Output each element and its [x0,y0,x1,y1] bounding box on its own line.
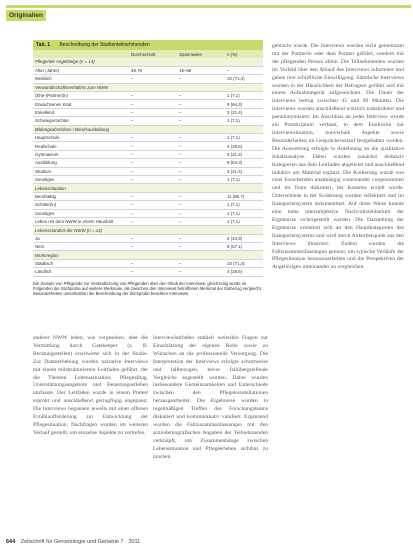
table-cell: – [177,268,225,276]
table-cell: – [177,259,225,267]
table-cell [225,184,263,192]
table-cell: Pflegende Angehörige (n = 14) [33,58,129,66]
table-cell: – [129,268,177,276]
table-row [33,75,263,83]
table-cell: – [129,108,177,116]
table-cell: – [177,167,225,175]
table-row [33,217,263,225]
table-cell: – [129,217,177,225]
table-subheader-row [33,125,263,133]
table-row [33,234,263,242]
table-row [33,243,263,251]
table-cell: Ja [33,234,129,242]
table-cell: – [129,201,177,209]
table-cell: Alter (Jahre) [33,66,129,74]
body-text-middle-column: Interviewleitfaden enthielt weiterhin Fragen zur Einschätzung der eigenen Rolle sowie zu Wünschen an die professionelle Versorgung. Die Interpretation der Interviews erfolgte schrittweise und fallbezogen, bevor fallübergreifende Vergleiche angestellt wurden. Dabei wurden insbesondere Gemeinsamkeiten und Unterschiede zwischen den Pflegekonstellationen herausgearbeitet. Die Ergebnisse wurden in regelmäßigen Treffen des Forschungsteams diskutiert und kommunikativ validiert. Ergänzend wurden die Fallzusammenfassungen mit den soziodemografischen Angaben der Teilnehmenden verknüpft, um Zusammenhänge zwischen Lebenssituation und Pflegeerleben sichtbar zu machen. [153,335,268,460]
table-cell: – [177,75,225,83]
table-cell: 48,79 [129,66,177,74]
table-cell: Sonstiges [33,175,129,183]
table-row [33,108,263,116]
table-cell: – [177,175,225,183]
table-cell: Schwiegertochter [33,117,129,125]
table-cell: – [177,108,225,116]
table-cell: – [129,75,177,83]
table-cell: 4 (28,6) [225,268,263,276]
table-row [33,201,263,209]
table-cell: – [177,134,225,142]
table-cell: Sonstiges [33,209,129,217]
table-cell: – [129,175,177,183]
table-cell: 3 (21,4) [225,167,263,175]
table-cell: 1 (7,1) [225,117,263,125]
table-cell: – [177,243,225,251]
table-cell: 9 (64,3) [225,100,263,108]
participants-table [33,40,263,327]
table-cell: 9 (64,3) [225,159,263,167]
table-cell: – [225,66,263,74]
table-cell: 1 (7,1) [225,134,263,142]
header-rule [6,5,411,15]
table-row [33,92,263,100]
table-cell: Ländlich [33,268,129,276]
table-cell: – [129,209,177,217]
table-cell: Lebenssituation [33,184,129,192]
table-cell: – [129,159,177,167]
table-cell [225,83,263,91]
table-cell [129,125,177,133]
table-subheader-row [33,184,263,192]
table-cell: 19–66 [177,66,225,74]
table-cell: Ausbildung [33,159,129,167]
table-cell: – [177,150,225,158]
table-cell: Schüler(in) [33,201,129,209]
table-cell [225,226,263,234]
table-row [33,159,263,167]
table-cell: – [177,234,225,242]
table-cell: – [129,234,177,242]
table-cell [129,83,177,91]
table-cell: – [129,150,177,158]
table-cell: (Ehe-)Partner(in) [33,92,129,100]
table-cell [225,58,263,66]
table-body [33,58,263,276]
table-cell: Wohnregion [33,251,129,259]
table-row [33,167,263,175]
column-header: n (%) [225,50,263,58]
table-subheader-row [33,58,263,66]
table-cell: – [177,142,225,150]
table-cell: – [177,192,225,200]
table-cell: 8 (57,1) [225,243,263,251]
table-cell: Nein [33,243,129,251]
table-cell: Bildungsabschluss / Berufsausbildung [33,125,129,133]
table-row [33,259,263,267]
column-header: Durchschnitt [129,50,177,58]
table-cell: Leben mit dem NWW in einem Haushalt [33,217,129,225]
table-cell: – [129,100,177,108]
table-header-row [33,50,263,58]
table-cell: – [129,134,177,142]
table-cell: – [129,192,177,200]
table-cell [129,251,177,259]
table-cell: 6 (42,9) [225,234,263,242]
table-cell: – [129,259,177,267]
table-subheader-row [33,251,263,259]
table-cell: 11 (85,7) [225,192,263,200]
table-cell: – [177,159,225,167]
table-row [33,209,263,217]
table-number: Tab. 1 [36,42,51,48]
body-text-left-column: anderer NWW leben, wie vorgesehen, aber die Vermittlung durch Gatekeeper (z. B. Beratungsstellen) erschwerte sich in der Studie. Zur Datenerhebung wurden narrative Interviews mit einem teilstrukturierten Leitfaden geführt, der die Themen Lebenssituation, Pflegealltag, Unterstützungsangebote und Belastungserleben umfasste. Der Leitfaden wurde in einem Pretest erprobt und anschließend geringfügig angepasst. Die Interviews begannen jeweils mit einer offenen Erzählaufforderung zur Entwicklung der Pflegesituation. Nachfragen wurden im weiteren Verlauf gestellt, um einzelne Aspekte zu vertiefen. [33,335,148,436]
section-label: Originalien [6,10,46,21]
table-cell: 10 (71,4) [225,75,263,83]
table-cell: Verwandtschaftsverhältnis zum NWW [33,83,129,91]
table-cell: Erwachsenes Kind [33,100,129,108]
table-cell: Gymnasium [33,150,129,158]
table-row [33,100,263,108]
table-row [33,134,263,142]
table-cell: – [177,92,225,100]
table-cell: 1 (7,1) [225,175,263,183]
column-header: Spannweite [177,50,225,58]
table-subheader-row [33,83,263,91]
table-cell: Hauptschule [33,134,129,142]
table-cell: Lebensstandort der NWW (n = 14) [33,226,129,234]
table-cell: – [177,209,225,217]
table-cell [177,226,225,234]
table-cell [177,58,225,66]
table-cell: 1 (7,1) [225,201,263,209]
table-cell [129,184,177,192]
table-cell: – [177,217,225,225]
table-row [33,192,263,200]
table-cell: Städtisch [33,259,129,267]
table-row [33,268,263,276]
table-cell [177,251,225,259]
table-row [33,117,263,125]
table-cell [129,226,177,234]
table-subheader-row [33,226,263,234]
table-cell: – [177,100,225,108]
table-footnote: Die Sample von Pflegende zur Verdeutlichung von Pflegenden über den Inhalt der Interviews, gleichzeitig wurde im Folgenden die Stichprobe auf weitere Merkmale, die zwischen den Interviews betroffenen Merkmal der Einbezug vergleicht. Besonderheiten unterstützten die Beschreibung der Stichprobe beachten Interviews. [33,280,262,297]
table-cell: – [177,201,225,209]
table-cell: 1 (7,1) [225,92,263,100]
table-caption [33,40,263,50]
table-cell: – [129,167,177,175]
table-cell: Weiblich [33,75,129,83]
table-cell: – [129,142,177,150]
table-title: Beschreibung der Studienteilnehmenden [59,42,150,48]
table-cell [225,251,263,259]
table-cell [225,125,263,133]
table-cell: – [129,117,177,125]
table-cell [129,58,177,66]
table-cell [177,184,225,192]
table-row [33,150,263,158]
table-cell [177,125,225,133]
column-header [33,50,129,58]
table-row [33,66,263,74]
table-cell: 1 (7,1) [225,217,263,225]
table-cell: Realschule [33,142,129,150]
table-row [33,175,263,183]
body-text-right-column: gebracht wurde. Die Interviews wurden nicht gemeinsam mit der Partnerin oder dem Partner geführt, sondern mit der pflegenden Person allein. Die Teilnehmenden wurden im Vorfeld über den Ablauf des Interviews informiert und gaben ihre schriftliche Einwilligung. Sämtliche Interviews wurden in der Häuslichkeit der Befragten geführt und mit einem Aufnahmegerät aufgezeichnet. Die Dauer der Interviews betrug zwischen 45 und 90 Minuten. Die Interviews wurden anschließend wörtlich transkribiert und pseudonymisiert. Im Anschluss an jedes Interview wurde ein Postskriptum verfasst, in dem Eindrücke zur Interviewsituation, nonverbale Aspekte sowie Besonderheiten im Gesprächsverlauf festgehalten wurden. Die Auswertung erfolgte in Anlehnung an die qualitative Inhaltsanalyse. Dabei wurden zunächst deduktiv Kategorien aus dem Leitfaden abgeleitet und anschließend induktiv am Material ergänzt. Die Kodierung wurde von zwei Forschenden unabhängig voneinander vorgenommen und im Team diskutiert, bis Konsens erzielt wurde. Unterschiede in der Kodierung wurden reflektiert und im Kategoriensystem dokumentiert. Auf diese Weise konnte eine hohe intersubjektive Nachvollziehbarkeit der Ergebnisse sichergestellt werden. Die Darstellung der Ergebnisse orientiert sich an den Hauptkategorien des Kategoriensystems und wird durch Ankerbeispiele aus den Interviews illustriert. Zudem wurden die Fallzusammenfassungen genutzt, um typische Verläufe der Pflegesituation herauszuarbeiten und die Perspektiven der Angehörigen miteinander zu vergleichen. [272,43,404,271]
journal-name: Zeitschrift für Gerontologie und Geriatrie 7 · 2011 [20,539,141,545]
page-footer [6,538,411,546]
table-cell: 1 (7,1) [225,209,263,217]
table-cell: – [129,243,177,251]
table-cell: Studium [33,167,129,175]
page-number: 644 [6,539,16,545]
data-table [33,50,263,277]
table-cell: Enkelkind [33,108,129,116]
table-cell [177,83,225,91]
table-cell: – [177,117,225,125]
table-cell: 3 (21,4) [225,108,263,116]
table-cell: Berufstätig [33,192,129,200]
table-cell: – [129,92,177,100]
table-cell: 4 (28,6) [225,142,263,150]
table-row [33,142,263,150]
table-cell: 10 (71,4) [225,259,263,267]
table-cell: 3 (21,4) [225,150,263,158]
